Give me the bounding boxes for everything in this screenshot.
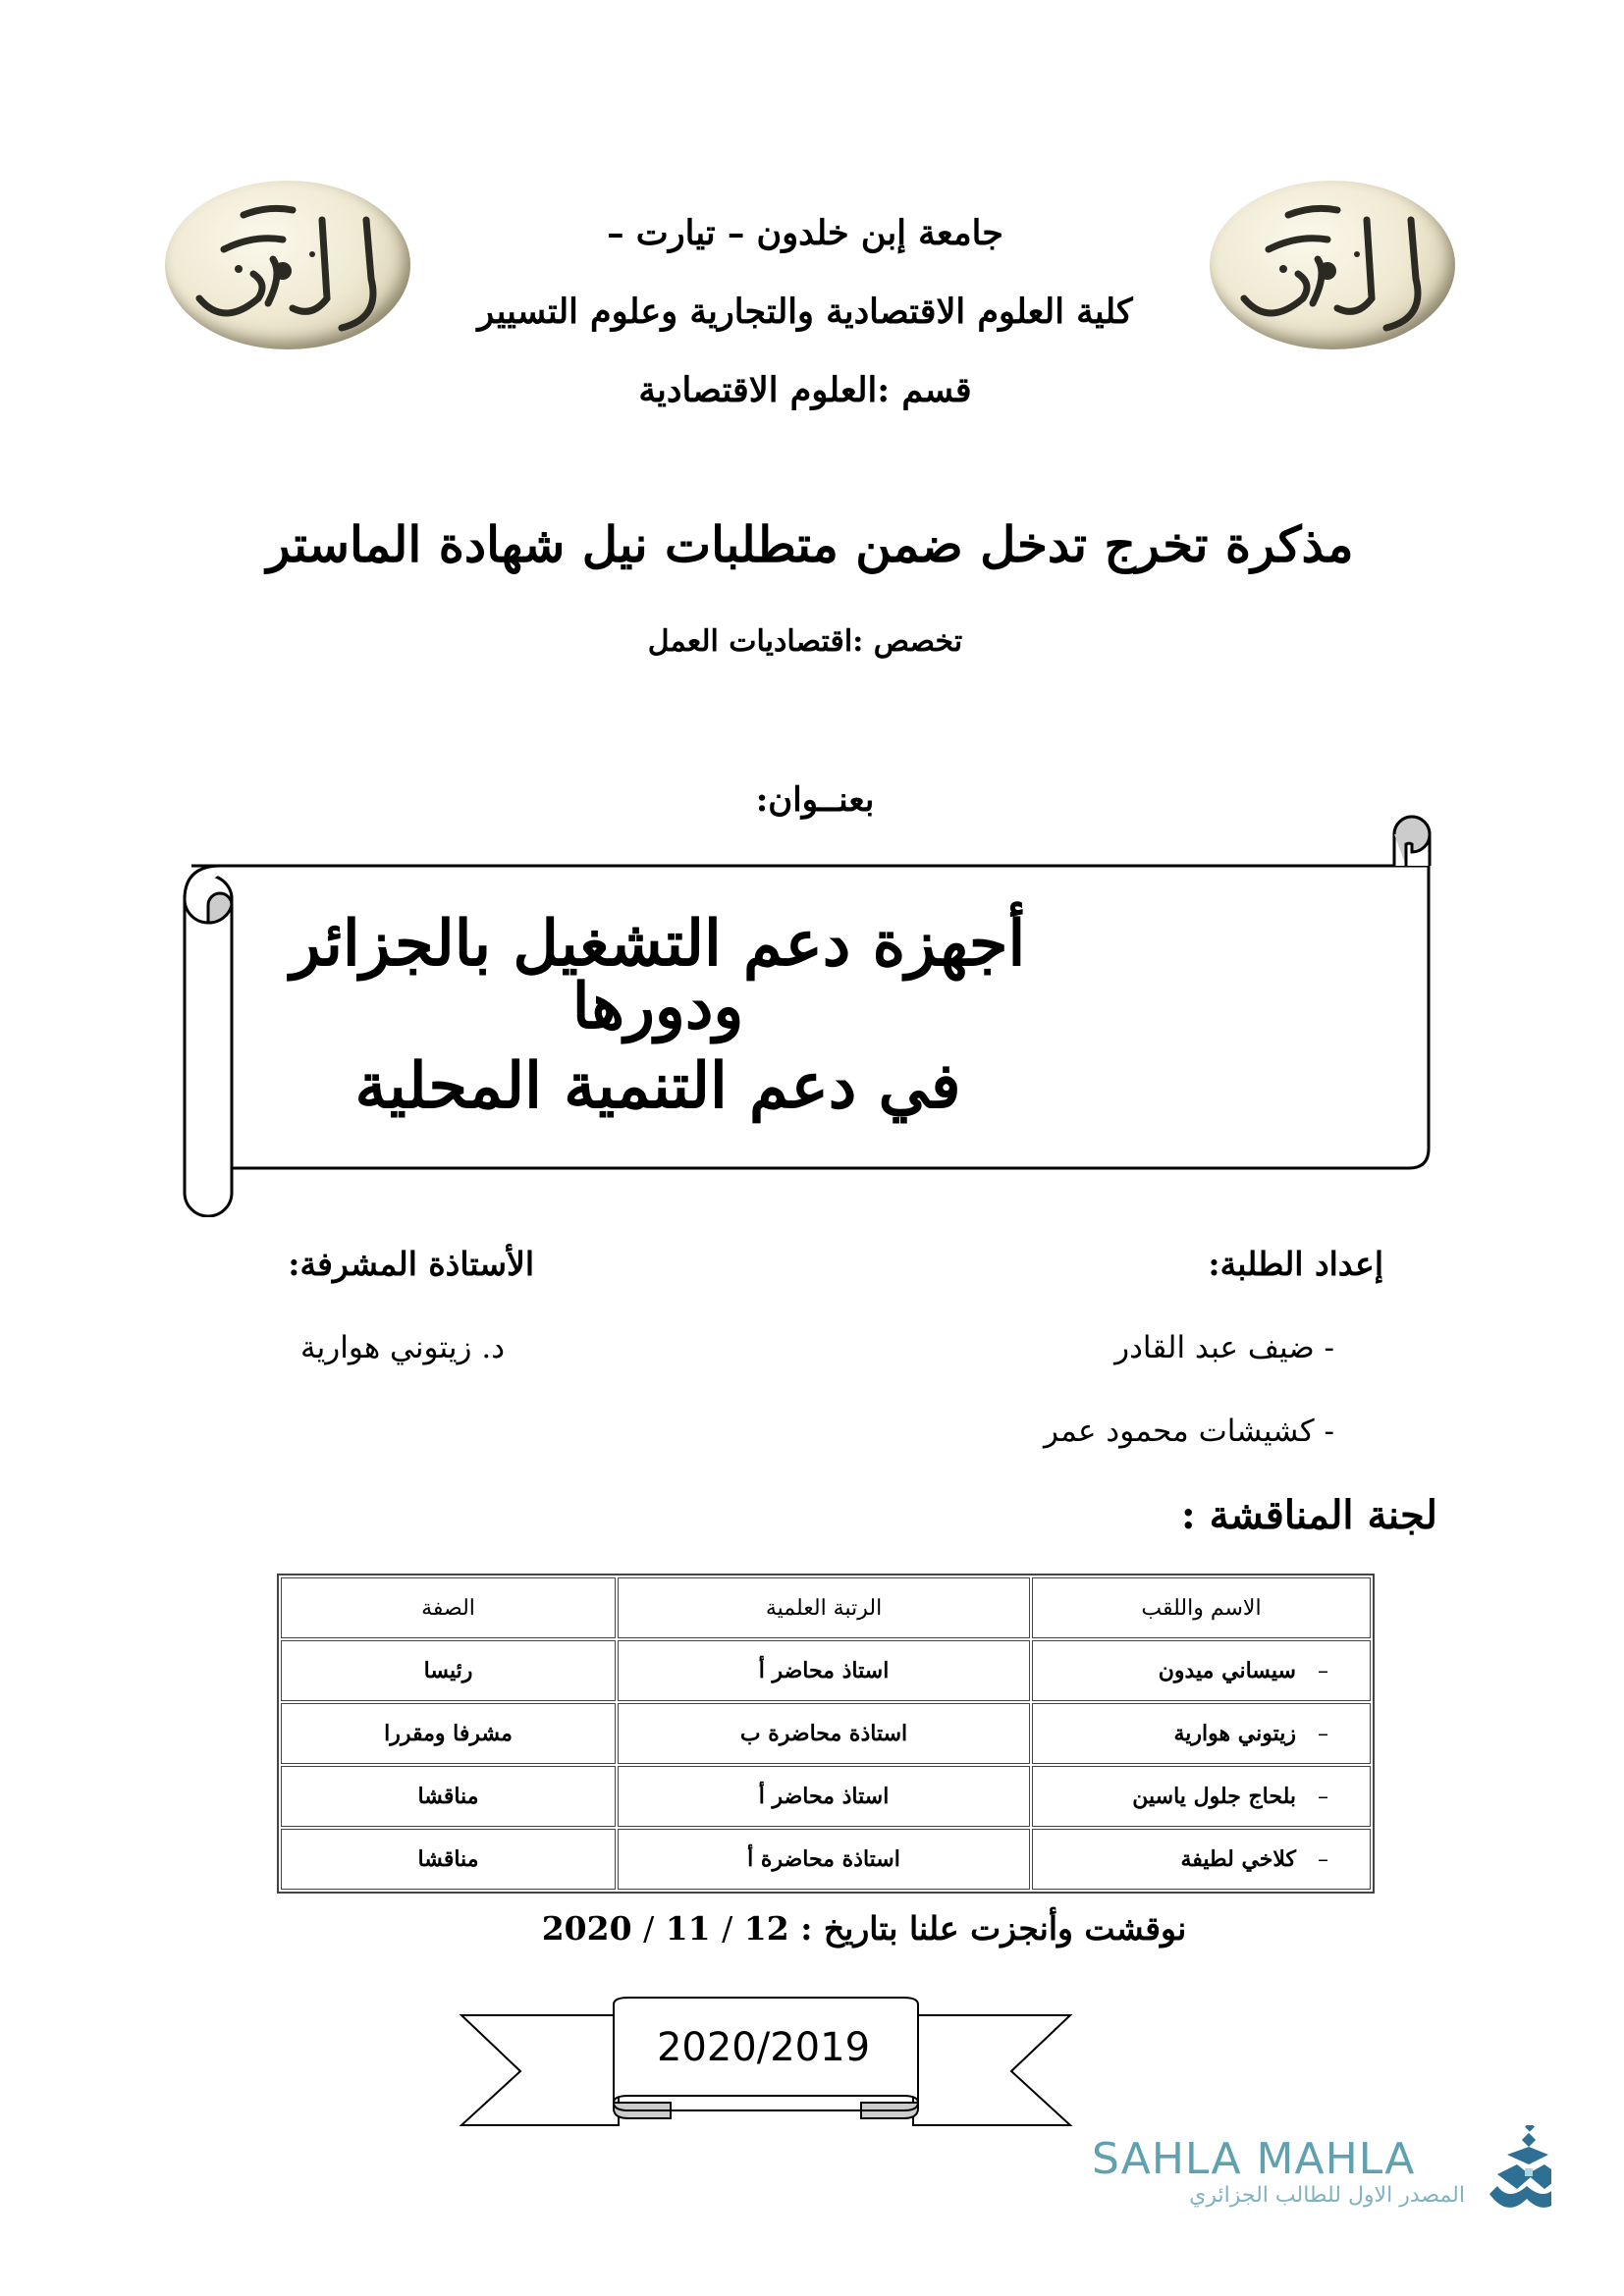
department-name: قسم :العلوم الاقتصادية bbox=[638, 370, 972, 410]
university-logo-icon bbox=[1210, 181, 1455, 349]
committee-title: لجنة المناقشة : bbox=[1180, 1492, 1437, 1538]
member-name: بلحاج جلول ياسين bbox=[1132, 1784, 1296, 1809]
member-name: سيساني ميدون bbox=[1158, 1658, 1296, 1683]
university-name: جامعة إبن خلدون – تيارت – bbox=[607, 213, 1003, 253]
university-logo-right bbox=[1210, 181, 1455, 349]
column-header-rank: الرتبة العلمية bbox=[618, 1577, 1030, 1638]
thesis-title-line1: أجهزة دعم التشغيل بالجزائر ودورها bbox=[290, 907, 1026, 1043]
specialty: تخصص :اقتصاديات العمل bbox=[647, 624, 963, 659]
defense-date bbox=[491, 1909, 1237, 1948]
table-row bbox=[281, 1766, 1371, 1827]
thesis-title-line2: في دعم التنمية المحلية bbox=[354, 1049, 961, 1123]
watermark-title: SAHLA MAHLA bbox=[1092, 2134, 1416, 2184]
dash: – bbox=[1318, 1785, 1328, 1809]
defense-date-label: نوقشت وأنجزت علنا بتاريخ : bbox=[800, 1909, 1187, 1948]
member-name-cell bbox=[1032, 1703, 1371, 1764]
member-role: مشرفا ومقررا bbox=[281, 1703, 616, 1764]
table-row bbox=[281, 1703, 1371, 1764]
university-logo-left bbox=[165, 181, 410, 349]
committee-table bbox=[277, 1574, 1375, 1894]
member-name-cell bbox=[1032, 1640, 1371, 1701]
member-name-cell bbox=[1032, 1829, 1371, 1890]
member-rank: استاذة محاضرة أ bbox=[618, 1829, 1030, 1890]
column-header-name: الاسم واللقب bbox=[1032, 1577, 1371, 1638]
member-rank: استاذة محاضرة ب bbox=[618, 1703, 1030, 1764]
member-name-cell bbox=[1032, 1766, 1371, 1827]
title-label: بعنــوان: bbox=[755, 780, 875, 820]
table-row bbox=[281, 1640, 1371, 1701]
defense-date-value: 2020 / 11 / 12 bbox=[541, 1909, 789, 1948]
watermark-subtitle: المصدر الاول للطالب الجزائري bbox=[1189, 2183, 1465, 2208]
member-name: كلاخي لطيفة bbox=[1180, 1846, 1296, 1872]
students-label: إعداد الطلبة: bbox=[1208, 1245, 1383, 1283]
dash: – bbox=[1318, 1722, 1328, 1746]
student-name-2: - كشيشات محمود عمر bbox=[1044, 1414, 1334, 1449]
academic-year: 2020/2019 bbox=[656, 2025, 871, 2070]
faculty-name: كلية العلوم الاقتصادية والتجارية وعلوم التسيير bbox=[477, 292, 1133, 332]
table-header-row bbox=[281, 1577, 1371, 1638]
dash: – bbox=[1318, 1847, 1328, 1872]
member-role: مناقشا bbox=[281, 1766, 616, 1827]
member-rank: استاذ محاضر أ bbox=[618, 1766, 1030, 1827]
supervisor-name: د. زيتوني هوارية bbox=[300, 1330, 505, 1365]
member-name: زيتوني هوارية bbox=[1173, 1721, 1296, 1746]
student-name-1: - ضيف عبد القادر bbox=[1114, 1330, 1334, 1365]
column-header-role: الصفة bbox=[281, 1577, 616, 1638]
university-logo-icon bbox=[165, 181, 410, 349]
dash: – bbox=[1318, 1659, 1328, 1683]
supervisor-label: الأستاذة المشرفة: bbox=[288, 1245, 534, 1283]
member-role: رئيسا bbox=[281, 1640, 616, 1701]
table-row bbox=[281, 1829, 1371, 1890]
member-role: مناقشا bbox=[281, 1829, 616, 1890]
member-rank: استاذ محاضر أ bbox=[618, 1640, 1030, 1701]
thesis-type: مذكرة تخرج تدخل ضمن متطلبات نيل شهادة الماستر bbox=[266, 515, 1354, 573]
